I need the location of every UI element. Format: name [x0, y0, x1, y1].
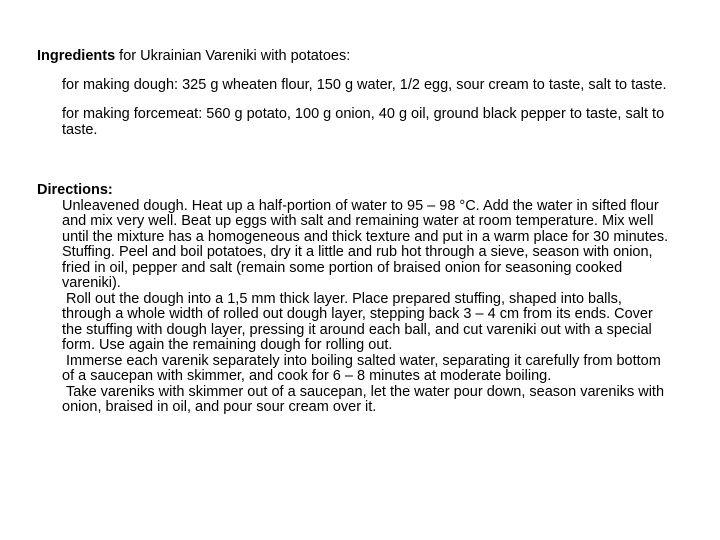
directions-heading: Directions: [37, 182, 113, 198]
ingredients-heading-rest: for Ukrainian Vareniki with potatoes: [115, 48, 351, 64]
directions-paragraph-serving: Take vareniks with skimmer out of a saucepan, let the water pour down, season vareniks with onion, braised in oil, and pour sour cream over it. [62, 383, 665, 415]
directions-paragraph-stuffing: Stuffing. Peel and boil potatoes, dry it a little and rub hot through a sieve, season with onion, fried in oil, pepper and salt (remain some portion of braised onion for seasoning cooked vareniki). [62, 244, 653, 291]
ingredients-heading [37, 48, 687, 64]
directions-body [62, 199, 674, 416]
directions-paragraph-dough: Unleavened dough. Heat up a half-portion of water to 95 – 98 °C. Add the water in sifted flour and mix very well. Beat up eggs with salt and remaining water at room temperature. Mix well until the mixture has a homogeneous and thick texture and put in a warm place for 30 minutes. [62, 197, 669, 245]
directions-paragraph-boiling: Immerse each varenik separately into boiling salted water, separating it carefully from bottom of a saucepan with skimmer, and cook for 6 – 8 minutes at moderate boiling. [62, 352, 661, 384]
ingredients-section [37, 48, 687, 151]
forcemeat-ingredients: for making forcemeat: 560 g potato, 100 g onion, 40 g oil, ground black pepper to taste, salt to taste. [62, 106, 665, 138]
ingredients-heading-bold: Ingredients [37, 48, 116, 64]
directions-paragraph-rolling: Roll out the dough into a 1,5 mm thick layer. Place prepared stuffing, shaped into balls, through a whole width of rolled out dough layer, stepping back 3 – 4 cm from its ends. Cover the stuffing with dough layer, pressing it around each ball, and cut vareniki out with a special form. Use again the remaining dough for rolling out. [62, 290, 653, 353]
directions-section [37, 183, 687, 416]
dough-ingredients: for making dough: 325 g wheaten flour, 150 g water, 1/2 egg, sour cream to taste, salt to taste. [62, 77, 667, 93]
